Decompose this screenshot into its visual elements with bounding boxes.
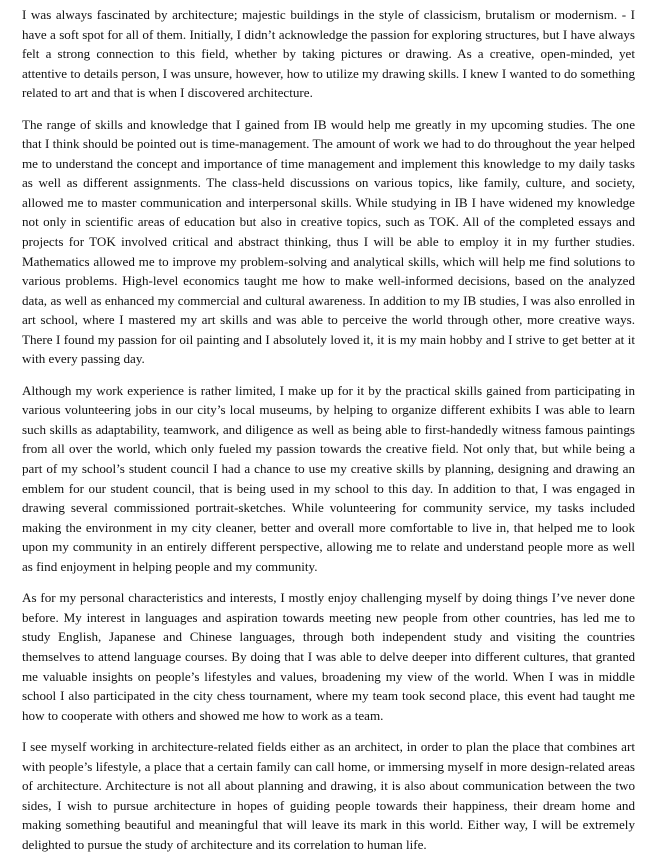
paragraph-intro: I was always fascinated by architecture; majestic buildings in the style of classicism, brutalism or modernism. - I have a soft spot for all of them. Initially, I didn’t acknowledge the passion for exploring structures, but I have always felt a strong connection to this field, whether by taking pictures or drawing. As a creative, open-minded, yet attentive to details person, I was unsure, however, how to utilize my drawing skills. I knew I wanted to do something related to art and that is when I discovered architecture. xyxy=(22,7,635,101)
paragraph-personal-interests: As for my personal characteristics and interests, I mostly enjoy challenging myself by doing things I’ve never done before. My interest in languages and aspiration towards meeting new people from other countries, has led me to study English, Japanese and Chinese languages, through both independent study and visiting the countries themselves to attend language courses. By doing that I was able to delve deeper into different cultures, that granted me valuable insights on people’s lifestyles and values, broadening my view of the world. When I was in middle school I also participated in the city chess tournament, where my team took second place, this event had taught me how to cooperate with others and showed me how to work as a team. xyxy=(22,590,635,723)
paragraph-work-experience: Although my work experience is rather limited, I make up for it by the practical skills gained from participating in various volunteering jobs in our city’s local museums, by helping to organize different exhibits I was able to learn such skills as adaptability, teamwork, and diligence as well as being able to first-handedly witness famous paintings from all over the world, which only fueled my passion towards the creative field. Not only that, but while being a part of my school’s student council I had a chance to use my creative skills by planning, designing and drawing an emblem for our student council, that is being used in my school to this day. In addition to that, I was engaged in drawing several commissioned portrait-sketches. While volunteering for community service, my tasks included making the environment in my city cleaner, better and overall more comfortable to live in, that helped me to look upon my community in an entirely different perspective, allowing me to relate and understand people more as well as find enjoyment in helping people and my community. xyxy=(22,382,635,574)
paragraph-ib-skills: The range of skills and knowledge that I gained from IB would help me greatly in my upcoming studies. The one that I think should be pointed out is time-management. The amount of work we had to do throughout the year helped me to understand the concept and importance of time management and implement this knowledge to my daily tasks as well as different assignments. The class-held discussions on various topics, like family, culture, and society, allowed me to master communication and interpersonal skills. While studying in IB I have widened my knowledge not only in scientific areas of education but also in creative topics, such as TOK. All of the completed essays and projects for TOK involved critical and abstract thinking, thus I will be able to employ it in my further studies. Mathematics allowed me to improve my problem-solving and analytical skills, which will help me find solutions to various problems. High-level economics taught me how to make well-informed decisions, based on the analyzed data, as well as enhanced my commercial and cultural awareness. In addition to my IB studies, I was also enrolled in art school, where I mastered my art skills and was able to perceive the world through other, more creative ways. There I found my passion for oil painting and I absolutely loved it, it is my main hobby and I strive to get better at it with every passing day. xyxy=(22,116,635,367)
paragraph-conclusion: I see myself working in architecture-related fields either as an architect, in order to plan the place that combines art with people’s lifestyle, a place that a certain family can call home, or immersing myself in more design-related areas of architecture. Architecture is not all about planning and drawing, it is also about communication between the two sides, I wish to pursue architecture in hopes of guiding people towards their happiness, their dream home and making something beautiful and meaningful that will leave its mark in this world. Either way, I will be extremely delighted to pursue the study of architecture and its correlation to human life. xyxy=(22,739,635,852)
